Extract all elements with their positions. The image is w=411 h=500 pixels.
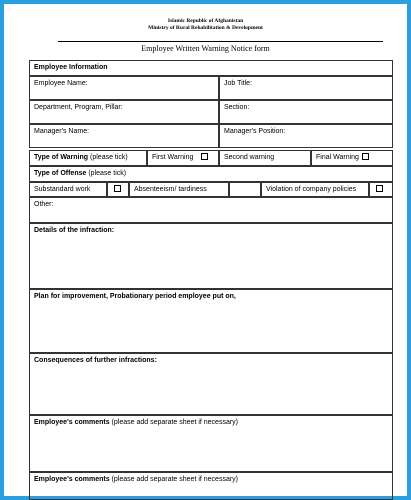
employee-comments-field[interactable]	[29, 415, 393, 472]
employee-name-label: Employee Name:	[34, 80, 88, 87]
violation-checkbox[interactable]	[376, 185, 383, 192]
employee-comments-field-2[interactable]	[29, 472, 393, 500]
substandard-work-checkbox[interactable]	[114, 185, 121, 192]
job-title-field[interactable]	[219, 76, 393, 100]
substandard-work-checkbox-cell[interactable]	[107, 182, 129, 197]
header-divider	[58, 41, 383, 42]
final-warning-option[interactable]	[311, 150, 393, 166]
employee-name-field[interactable]	[29, 76, 219, 100]
manager-name-field[interactable]	[29, 124, 219, 148]
offense-type-label-cell	[29, 166, 393, 182]
department-label: Department, Program, Pillar:	[34, 104, 123, 111]
document-page	[4, 4, 407, 496]
first-warning-option[interactable]	[147, 150, 219, 166]
employee-info-title: Employee Information	[29, 60, 393, 76]
improvement-plan-field[interactable]	[29, 289, 393, 353]
other-offense-label: Other:	[34, 201, 54, 208]
employee-comments-label: Employee's comments	[34, 419, 110, 426]
department-field[interactable]	[29, 100, 219, 124]
other-offense-field[interactable]	[29, 197, 393, 223]
manager-position-label: Manager's Position:	[224, 128, 286, 135]
warning-type-label: Type of Warning	[34, 154, 89, 161]
substandard-work-label: Substandard work	[34, 186, 91, 193]
warning-form-table	[29, 60, 393, 500]
violation-checkbox-cell[interactable]	[369, 182, 393, 197]
section-label: Section:	[224, 104, 250, 111]
employee-comments-hint: (please add separate sheet if necessary)	[111, 419, 239, 426]
ministry-heading: Ministry of Rural Rehabilitation & Development	[148, 25, 263, 31]
form-title: Employee Written Warning Notice form	[141, 44, 270, 53]
job-title-label: Job Title:	[224, 80, 253, 87]
infraction-details-field[interactable]	[29, 223, 393, 289]
final-warning-checkbox[interactable]	[362, 153, 369, 160]
infraction-details-label: Details of the infraction:	[34, 227, 115, 234]
absenteeism-label: Absenteeism/ tardiness	[134, 186, 207, 193]
warning-type-hint: (please tick)	[90, 154, 128, 161]
violation-label: Violation of company policies	[266, 186, 357, 193]
section-field[interactable]	[219, 100, 393, 124]
warning-type-label-cell	[29, 150, 147, 166]
second-warning-option[interactable]	[219, 150, 311, 166]
country-heading: Islamic Republic of Afghanistan	[167, 18, 244, 24]
manager-name-label: Manager's Name:	[34, 128, 90, 135]
offense-type-hint: (please tick)	[88, 170, 127, 177]
manager-position-field[interactable]	[219, 124, 393, 148]
substandard-work-option[interactable]	[29, 182, 107, 197]
improvement-plan-label: Plan for improvement, Probationary period employee put on,	[34, 293, 236, 300]
employee-comments-hint-2: (please add separate sheet if necessary)	[111, 476, 239, 483]
second-warning-label: Second warning	[224, 154, 275, 161]
employee-comments-label-2: Employee's comments	[34, 476, 110, 483]
absenteeism-checkbox-cell[interactable]	[229, 182, 261, 197]
consequences-field[interactable]	[29, 353, 393, 415]
absenteeism-option[interactable]	[129, 182, 229, 197]
violation-option[interactable]	[261, 182, 369, 197]
first-warning-checkbox[interactable]	[201, 153, 208, 160]
consequences-label: Consequences of further infractions:	[34, 357, 157, 364]
offense-type-label: Type of Offense	[34, 170, 87, 177]
first-warning-label: First Warning	[152, 154, 194, 161]
final-warning-label: Final Warning	[316, 154, 359, 161]
